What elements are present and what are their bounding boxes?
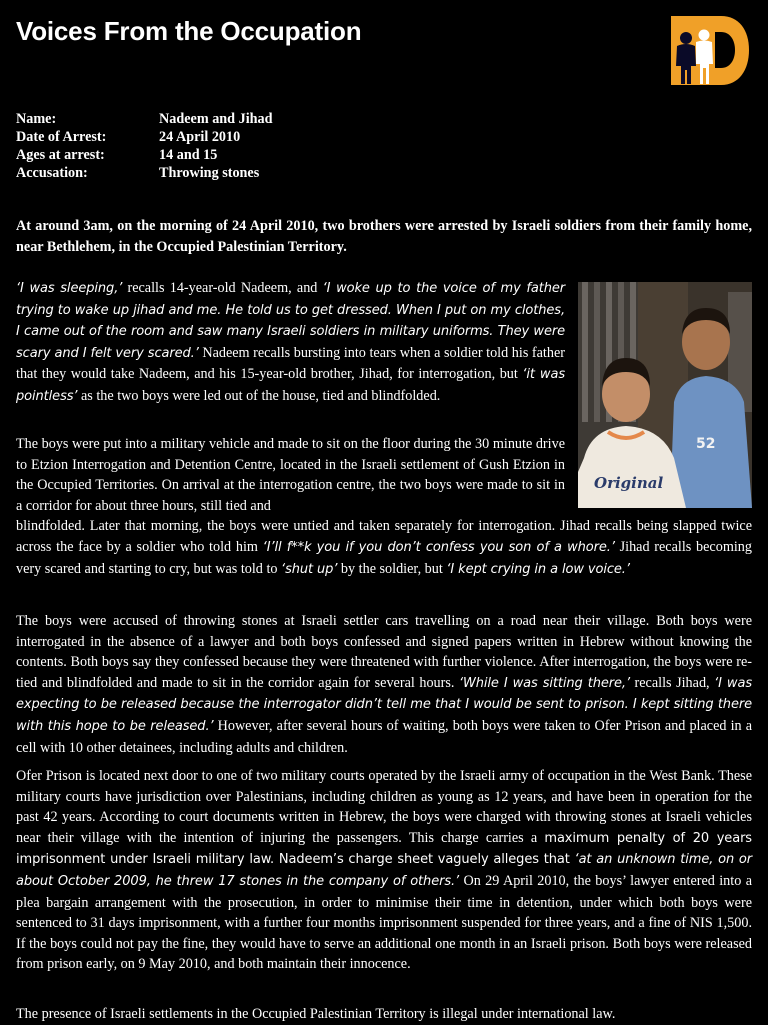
quote: ‘I was sleeping,’ [16,281,123,296]
quote: ‘I kept crying in a low voice.’ [446,561,630,577]
paragraph-text: recalls 14-year-old Nadeem, and [122,280,323,296]
quote: ‘I’ll f**k you if you don’t confess you son of a whore.’ [262,539,615,555]
paragraph-text: However, after several hours of waiting, both boys were taken to Ofer Prison and placed in a cell with 10 other detainees, including adults and children. [16,717,752,756]
paragraph-3 [16,611,752,758]
paragraph-text: Jihad recalls becoming very scared and starting to cry, but was told to [16,538,752,577]
svg-text:52: 52 [696,436,716,452]
info-row-name [16,110,616,128]
quote: ‘I woke up to the voice of my father trying to wake up jihad and me. He told us to get dressed. When I put on my clothes, I came out of the room and saw many Israeli soldiers in military uniforms. They were scary and I felt very scared.’ [16,281,565,361]
paragraph-1 [16,278,565,408]
arrest-details [16,110,616,182]
paragraph-5: The presence of Israeli settlements in the Occupied Palestinian Territory is illegal under international law. [16,1006,616,1022]
paragraph-text: On 29 April 2010, the boys’ lawyer entered into a plea bargain arrangement with the prosecution, in order to minimise their time in detention, under which both boys were sentenced to 31 days imprisonment, with a further four months imprisonment suspended for three years, and a fine of NIS 1,500. If the boys could not pay the fine, they would have to serve an additional one month in an Israeli prison. Both boys were released from prison early, on 9 May 2010, and both maintain their innocence. [16,872,752,973]
info-row-accusation [16,164,616,182]
organization-logo [669,14,750,87]
info-row-date [16,128,616,146]
intro-paragraph: At around 3am, on the morning of 24 April 2010, two brothers were arrested by Israeli soldiers from their family home, near Bethlehem, in the Occupied Palestinian Territory. [16,218,752,255]
paragraph-text: blindfolded. Later that morning, the boys were untied and taken separately for interrogation. Jihad recalls being slapped twice across the face by a soldier who told him [16,518,752,555]
info-label: Name: [16,111,57,127]
info-label: Ages at arrest: [16,147,105,163]
paragraph-2 [16,434,752,580]
info-value: Nadeem and Jihad [159,111,273,127]
paragraph-text: The boys were put into a military vehicle and made to sit on the floor during the 30 minute drive to Etzion Interrogation and Detention Centre, located in the Israeli settlement of Gush Etzion in the Occupied Territories. On arrival at the interrogation centre, the two boys were made to sit in a corridor for about three hours, still tied and [16,436,565,514]
info-value: Throwing stones [159,165,260,181]
page-title: Voices From the Occupation [16,16,362,46]
info-label: Date of Arrest: [16,129,107,145]
info-label: Accusation: [16,165,88,181]
paragraph-text: Ofer Prison is located next door to one of two military courts operated by the Israeli army of occupation in the West Bank. These military courts have jurisdiction over Palestinians, including children as young as 12 years, and have been in operation for the past 42 years. According to court documents written in Hebrew, the boys were charged with throwing stones at Israeli vehicles near their village with the intention of injuring the passengers. This charge carries a [16,768,752,846]
info-value: 14 and 15 [159,147,218,163]
quote: ‘I was expecting to be released because the interrogator didn’t tell me that I would be sent to prison. I kept sitting there with this hope to be released.’ [16,675,752,734]
two-figures-logo-icon [669,14,750,87]
info-value: 24 April 2010 [159,129,241,145]
info-row-ages [16,146,616,164]
quote: ‘shut up’ [281,561,338,577]
paragraph-text: by the soldier, but [337,560,447,577]
svg-text:Original: Original [594,474,664,492]
paragraph-text-alt-font: maximum penalty of 20 years imprisonment under Israeli military law. Nadeem’s charge sheet vaguely alleges that [16,830,752,868]
paragraph-text: Nadeem recalls bursting into tears when a soldier told his father that they would take Nadeem, and his 15-year-old brother, Jihad, for interrogation, but [16,344,565,383]
quote: ‘at an unknown time, on or about October 2009, he threw 17 stones in the company of others.’ [16,852,753,889]
paragraph-4 [16,766,752,975]
quote: ‘it was pointless’ [16,367,565,404]
quote: ‘While I was sitting there,’ [458,675,630,691]
paragraph-text: recalls Jihad, [629,674,715,691]
paragraph-text: as the two boys were led out of the house, tied and blindfolded. [77,387,441,404]
paragraph-text: The boys were accused of throwing stones at Israeli settler cars travelling on a road near their village. Both boys were interrogated in the absence of a lawyer and both boys confessed and signed papers written in Hebrew without knowing the contents. Both boys say they confessed because they were threatened with further violence. After interrogation, the boys were re-tied and blindfolded and made to sit in the corridor again for several hours. [16,613,752,691]
